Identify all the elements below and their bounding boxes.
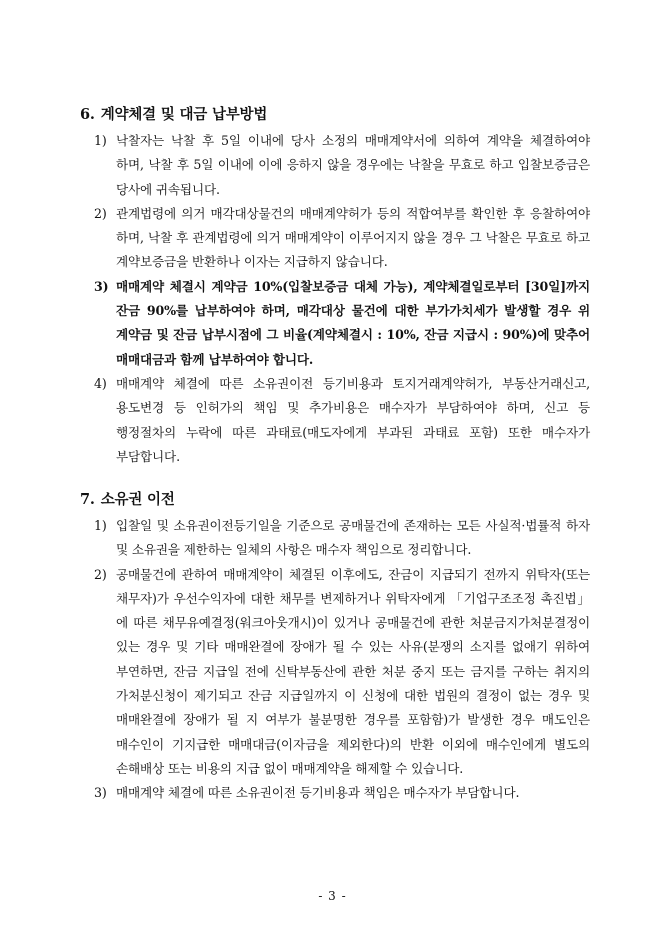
item-list <box>80 514 590 806</box>
item-text: 매매계약 체결시 계약금 10%(입찰보증금 대체 가능), 계약체결일로부터 [30일]까지 잔금 90%를 납부하여야 하며, 매각대상 물건에 대한 부가가치세가 발생할 경우 위 계약금 및 잔금 납부시점에 그 비율(계약체결시 : 10%, 잔금 지급시 : 90%)에 맞추어 매매대금과 함께 납부하여야 합니다. <box>116 278 590 367</box>
item-list <box>80 129 590 469</box>
item-text: 관계법령에 의거 매각대상물건의 매매계약허가 등의 적합여부를 확인한 후 응찰하여야 하며, 낙찰 후 관계법령에 의거 매매계약이 이루어지지 않을 경우 그 낙찰은 무효로 하고 계약보증금을 반환하나 이자는 지급하지 않습니다. <box>116 205 590 270</box>
list-item <box>80 514 590 563</box>
section-heading <box>80 104 590 126</box>
section-heading <box>80 489 590 511</box>
section-number: 6. <box>80 106 95 123</box>
item-marker: 4) <box>94 375 107 391</box>
page-number: - 3 - <box>318 889 347 903</box>
item-marker: 2) <box>94 205 107 221</box>
list-item <box>80 202 590 275</box>
section-title: 계약체결 및 대금 납부방법 <box>100 106 268 123</box>
item-text: 매매계약 체결에 따른 소유권이전 등기비용과 책임은 매수자가 부담합니다. <box>116 785 520 801</box>
list-item <box>80 372 590 469</box>
item-marker: 1) <box>94 518 107 533</box>
list-item-emphasized <box>80 275 590 372</box>
item-text: 매매계약 체결에 따른 소유권이전 등기비용과 토지거래계약허가, 부동산거래신고, 용도변경 등 인허가의 책임 및 추가비용은 매수자가 부담하여야 하며, 신고 등 행정절차의 누락에 따른 과태료(매도자에게 부과된 과태료 포함) 또한 매수자가 부담합니다. <box>116 375 590 464</box>
list-item <box>80 563 590 782</box>
item-marker: 3) <box>94 278 109 294</box>
item-text: 입찰일 및 소유권이전등기일을 기준으로 공매물건에 존재하는 모든 사실적·법률적 하자 및 소유권을 제한하는 일체의 사항은 매수자 책임으로 정리합니다. <box>116 518 590 558</box>
item-marker: 3) <box>94 785 107 801</box>
item-marker: 2) <box>94 566 107 582</box>
section-title: 소유권 이전 <box>100 491 175 508</box>
list-item <box>80 781 590 805</box>
item-text: 공매물건에 관하여 매매계약이 체결된 이후에도, 잔금이 지급되기 전까지 위탁자(또는 채무자)가 우선수익자에 대한 채무를 변제하거나 위탁자에게 「기업구조조정 촉진법」에 따른 채무유예결정(워크아웃개시)이 있거나 공매물건에 관한 처분금지가처분결정이 있는 경우 및 기타 매매완결에 장애가 될 수 있는 사유(분쟁의 소지를 없애기 위하여 부연하면, 잔금 지급일 전에 신탁부동산에 관한 처분 중지 또는 금지를 구하는 취지의 가처분신청이 제기되고 잔금 지급일까지 이 신청에 대한 법원의 결정이 없는 경우 및 매매완결에 장애가 될 지 여부가 불분명한 경우를 포함함)가 발생한 경우 매도인은 매수인이 기지급한 매매대금(이자금을 제외한다)의 반환 이외에 매수인에게 별도의 손해배상 또는 비용의 지급 없이 매매계약을 해제할 수 있습니다. <box>116 566 590 776</box>
list-item <box>80 129 590 202</box>
section-contract-payment <box>80 104 590 469</box>
item-text: 낙찰자는 낙찰 후 5일 이내에 당사 소정의 매매계약서에 의하여 계약을 체결하여야 하며, 낙찰 후 5일 이내에 이에 응하지 않을 경우에는 낙찰을 무효로 하고 입찰보증금은 당사에 귀속됩니다. <box>116 133 590 197</box>
section-number: 7. <box>80 491 95 508</box>
item-marker: 1) <box>94 133 107 148</box>
section-ownership-transfer <box>80 489 590 806</box>
